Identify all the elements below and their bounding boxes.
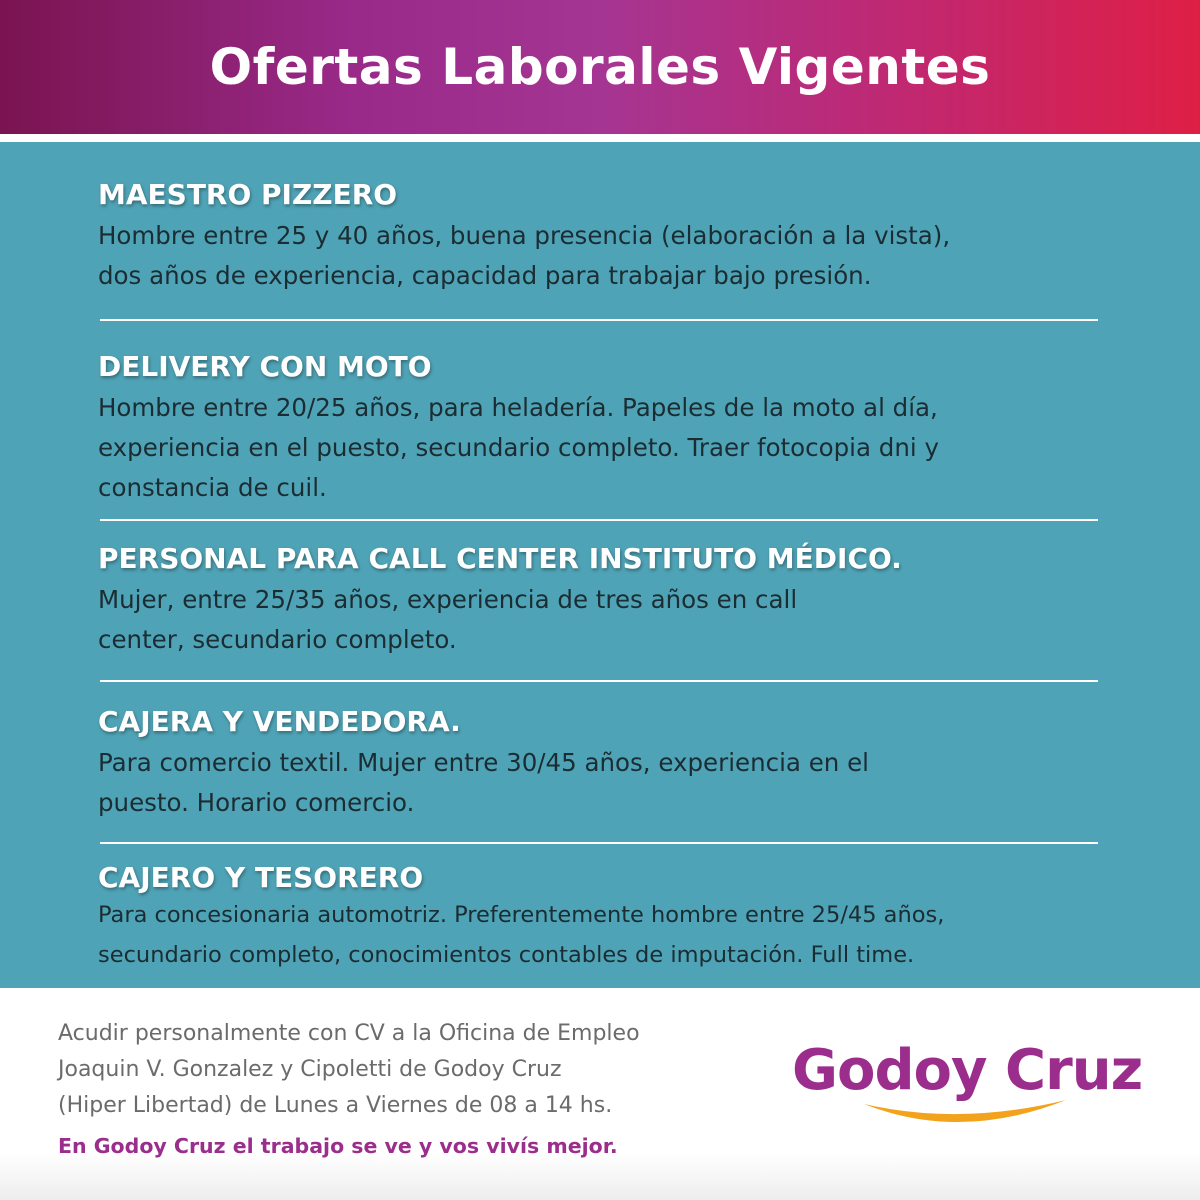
offer-line: Mujer, entre 25/35 años, experiencia de tres años en call xyxy=(98,585,798,614)
offer-title: CAJERO Y TESORERO xyxy=(98,861,424,894)
offer-title: MAESTRO PIZZERO xyxy=(98,178,398,211)
header-divider xyxy=(0,134,1200,142)
offer-description xyxy=(98,388,1108,508)
godoy-cruz-logo xyxy=(790,1036,1160,1146)
smile-swoosh-icon xyxy=(860,1094,1070,1134)
footer xyxy=(0,988,1200,1200)
offer-line: Para concesionaria automotriz. Preferentemente hombre entre 25/45 años, xyxy=(98,902,945,928)
offer-line: experiencia en el puesto, secundario completo. Traer fotocopia dni y xyxy=(98,433,939,462)
offer-line: Hombre entre 25 y 40 años, buena presencia (elaboración a la vista), xyxy=(98,221,951,250)
contact-line: Joaquin V. Gonzalez y Cipoletti de Godoy Cruz xyxy=(58,1057,562,1082)
slogan: En Godoy Cruz el trabajo se ve y vos vivís mejor. xyxy=(58,1134,618,1158)
offer-description xyxy=(98,580,1108,660)
offer-title: CAJERA Y VENDEDORA. xyxy=(98,705,461,738)
contact-line: Acudir personalmente con CV a la Oficina de Empleo xyxy=(58,1021,640,1046)
offers-panel xyxy=(0,142,1200,988)
offer-line: center, secundario completo. xyxy=(98,625,457,654)
contact-line: (Hiper Libertad) de Lunes a Viernes de 08 a 14 hs. xyxy=(58,1093,613,1118)
page-title: Ofertas Laborales Vigentes xyxy=(209,38,991,96)
offer-description xyxy=(98,743,1108,823)
offer-maestro-pizzero xyxy=(98,178,1108,296)
offer-line: constancia de cuil. xyxy=(98,473,327,502)
offer-description xyxy=(98,895,1108,975)
offer-line: secundario completo, conocimientos contables de imputación. Full time. xyxy=(98,942,915,968)
offer-line: Para comercio textil. Mujer entre 30/45 años, experiencia en el xyxy=(98,748,869,777)
offer-title: PERSONAL PARA CALL CENTER INSTITUTO MÉDICO. xyxy=(98,542,902,575)
offer-line: puesto. Horario comercio. xyxy=(98,788,415,817)
contact-info xyxy=(58,1016,758,1124)
offer-description xyxy=(98,216,1108,296)
header-banner xyxy=(0,0,1200,134)
offer-line: dos años de experiencia, capacidad para trabajar bajo presión. xyxy=(98,261,872,290)
offer-cajera-vendedora xyxy=(98,705,1108,823)
offer-delivery-con-moto xyxy=(98,350,1108,508)
offer-divider xyxy=(100,680,1098,682)
logo-text: Godoy Cruz xyxy=(792,1038,1143,1103)
offer-line: Hombre entre 20/25 años, para heladería. Papeles de la moto al día, xyxy=(98,393,938,422)
offer-title: DELIVERY CON MOTO xyxy=(98,350,432,383)
offer-divider xyxy=(100,519,1098,521)
offer-divider xyxy=(100,319,1098,321)
offer-cajero-tesorero xyxy=(98,861,1108,975)
offer-call-center xyxy=(98,542,1108,660)
offer-divider xyxy=(100,842,1098,844)
